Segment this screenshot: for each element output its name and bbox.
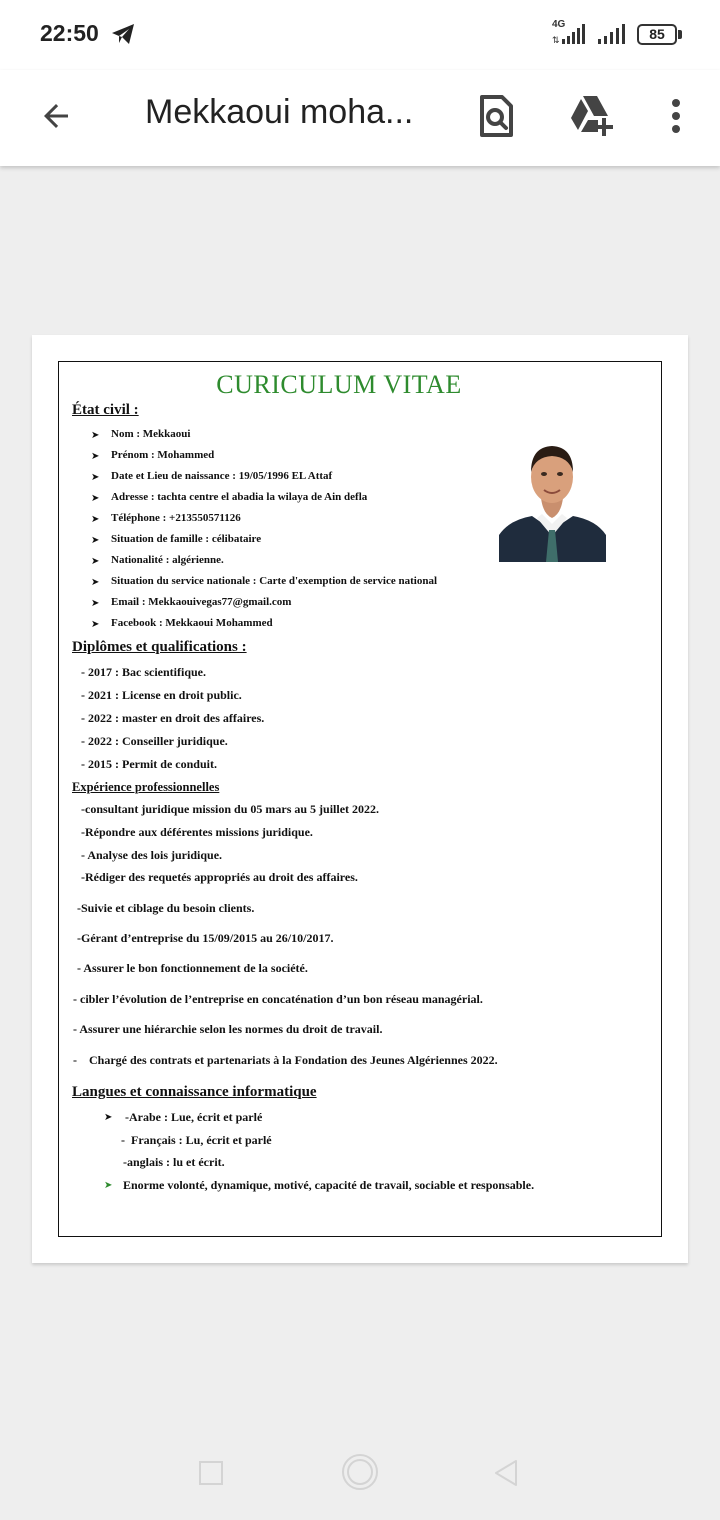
experience-item: -Rédiger des requetés appropriés au droit des affaires. xyxy=(81,870,358,884)
experience-item: -consultant juridique mission du 05 mars au 5 juillet 2022. xyxy=(81,802,380,816)
add-to-drive-button[interactable] xyxy=(564,88,620,144)
more-vert-icon xyxy=(670,98,682,134)
triangle-back-icon[interactable] xyxy=(492,1458,520,1488)
arrow-bullet-icon: ➤ xyxy=(91,619,100,630)
civil-item: Email : Mekkaouivegas77@gmail.com xyxy=(111,596,292,608)
languages-heading: Langues et connaissance informatique xyxy=(72,1084,317,1100)
language-item: -anglais : lu et écrit. xyxy=(123,1155,225,1169)
experience-item: -Répondre aux déférentes missions juridique. xyxy=(81,825,313,839)
app-bar xyxy=(0,70,720,166)
qualities-item: Enorme volonté, dynamique, motivé, capacité de travail, sociable et responsable. xyxy=(123,1178,535,1192)
language-item: -Arabe : Lue, écrit et parlé xyxy=(125,1110,263,1124)
status-bar xyxy=(0,0,720,70)
back-button[interactable] xyxy=(28,88,84,144)
diploma-item: - 2017 : Bac scientifique. xyxy=(81,665,206,679)
find-in-page-icon xyxy=(476,94,516,138)
experience-item: - Assurer une hiérarchie selon les normes du droit de travail. xyxy=(73,1022,383,1036)
more-options-button[interactable] xyxy=(648,88,704,144)
network-type-label: 4G xyxy=(552,19,566,30)
civil-item: Nom : Mekkaoui xyxy=(111,428,191,440)
diplomas-heading: Diplômes et qualifications : xyxy=(72,639,247,655)
experience-item: - Analyse des lois juridique. xyxy=(81,848,223,862)
civil-item: Prénom : Mohammed xyxy=(111,449,215,461)
experience-heading: Expérience professionnelles xyxy=(72,780,220,794)
diploma-item: - 2015 : Permit de conduit. xyxy=(81,757,217,771)
arrow-bullet-icon: ➤ xyxy=(91,451,100,462)
profile-photo xyxy=(499,430,606,562)
circle-home-icon[interactable] xyxy=(340,1452,380,1492)
civil-item: Situation du service nationale : Carte d'exemption de service national xyxy=(111,575,438,587)
cv-title: CURICULUM VITAE xyxy=(216,370,462,399)
status-time: 22:50 xyxy=(40,20,99,46)
battery-icon: 85 xyxy=(637,24,677,45)
add-to-drive-icon xyxy=(568,94,616,138)
svg-text:⇅: ⇅ xyxy=(552,36,560,44)
civil-item: Situation de famille : célibataire xyxy=(111,533,262,545)
civil-item: Téléphone : +213550571126 xyxy=(111,512,241,524)
arrow-bullet-icon: ➤ xyxy=(91,598,100,609)
find-in-page-button[interactable] xyxy=(468,88,524,144)
experience-item: -Suivie et ciblage du besoin clients. xyxy=(77,901,255,915)
diploma-item: - 2022 : Conseiller juridique. xyxy=(81,734,228,748)
document-title: Mekkaoui moha... xyxy=(145,93,414,131)
arrow-bullet-icon: ➤ xyxy=(104,1112,113,1123)
language-item: - Français : Lu, écrit et parlé xyxy=(121,1133,272,1147)
experience-item: - Assurer le bon fonctionnement de la société. xyxy=(77,961,308,975)
arrow-bullet-icon: ➤ xyxy=(91,535,100,546)
civil-item: Facebook : Mekkaoui Mohammed xyxy=(111,617,273,629)
arrow-bullet-icon: ➤ xyxy=(91,556,100,567)
cv-frame xyxy=(58,361,662,1237)
arrow-bullet-icon: ➤ xyxy=(91,577,100,588)
arrow-bullet-icon: ➤ xyxy=(104,1180,113,1191)
experience-item: -Gérant d’entreprise du 15/09/2015 au 26/10/2017. xyxy=(77,931,334,945)
battery-tip xyxy=(678,30,682,39)
arrow-bullet-icon: ➤ xyxy=(91,514,100,525)
civil-item: Date et Lieu de naissance : 19/05/1996 EL Attaf xyxy=(111,470,333,482)
arrow-bullet-icon: ➤ xyxy=(91,430,100,441)
civil-heading: État civil : xyxy=(72,402,139,418)
diploma-item: - 2021 : License en droit public. xyxy=(81,688,242,702)
experience-item: - cibler l’évolution de l’entreprise en concaténation d’un bon réseau managérial. xyxy=(73,992,483,1006)
square-recent-apps-icon[interactable] xyxy=(198,1460,224,1486)
civil-item: Nationalité : algérienne. xyxy=(111,554,224,566)
civil-item: Adresse : tachta centre el abadia la wilaya de Ain defla xyxy=(111,491,368,503)
experience-item: - Chargé des contrats et partenariats à la Fondation des Jeunes Algériennes 2022. xyxy=(73,1053,498,1067)
diploma-item: - 2022 : master en droit des affaires. xyxy=(81,711,265,725)
document-page[interactable] xyxy=(32,335,688,1263)
telegram-icon xyxy=(110,22,136,46)
arrow-back-icon xyxy=(38,98,74,134)
signal-strength-icon-2 xyxy=(596,24,630,44)
arrow-bullet-icon: ➤ xyxy=(91,493,100,504)
signal-strength-icon xyxy=(552,24,586,44)
arrow-bullet-icon: ➤ xyxy=(91,472,100,483)
